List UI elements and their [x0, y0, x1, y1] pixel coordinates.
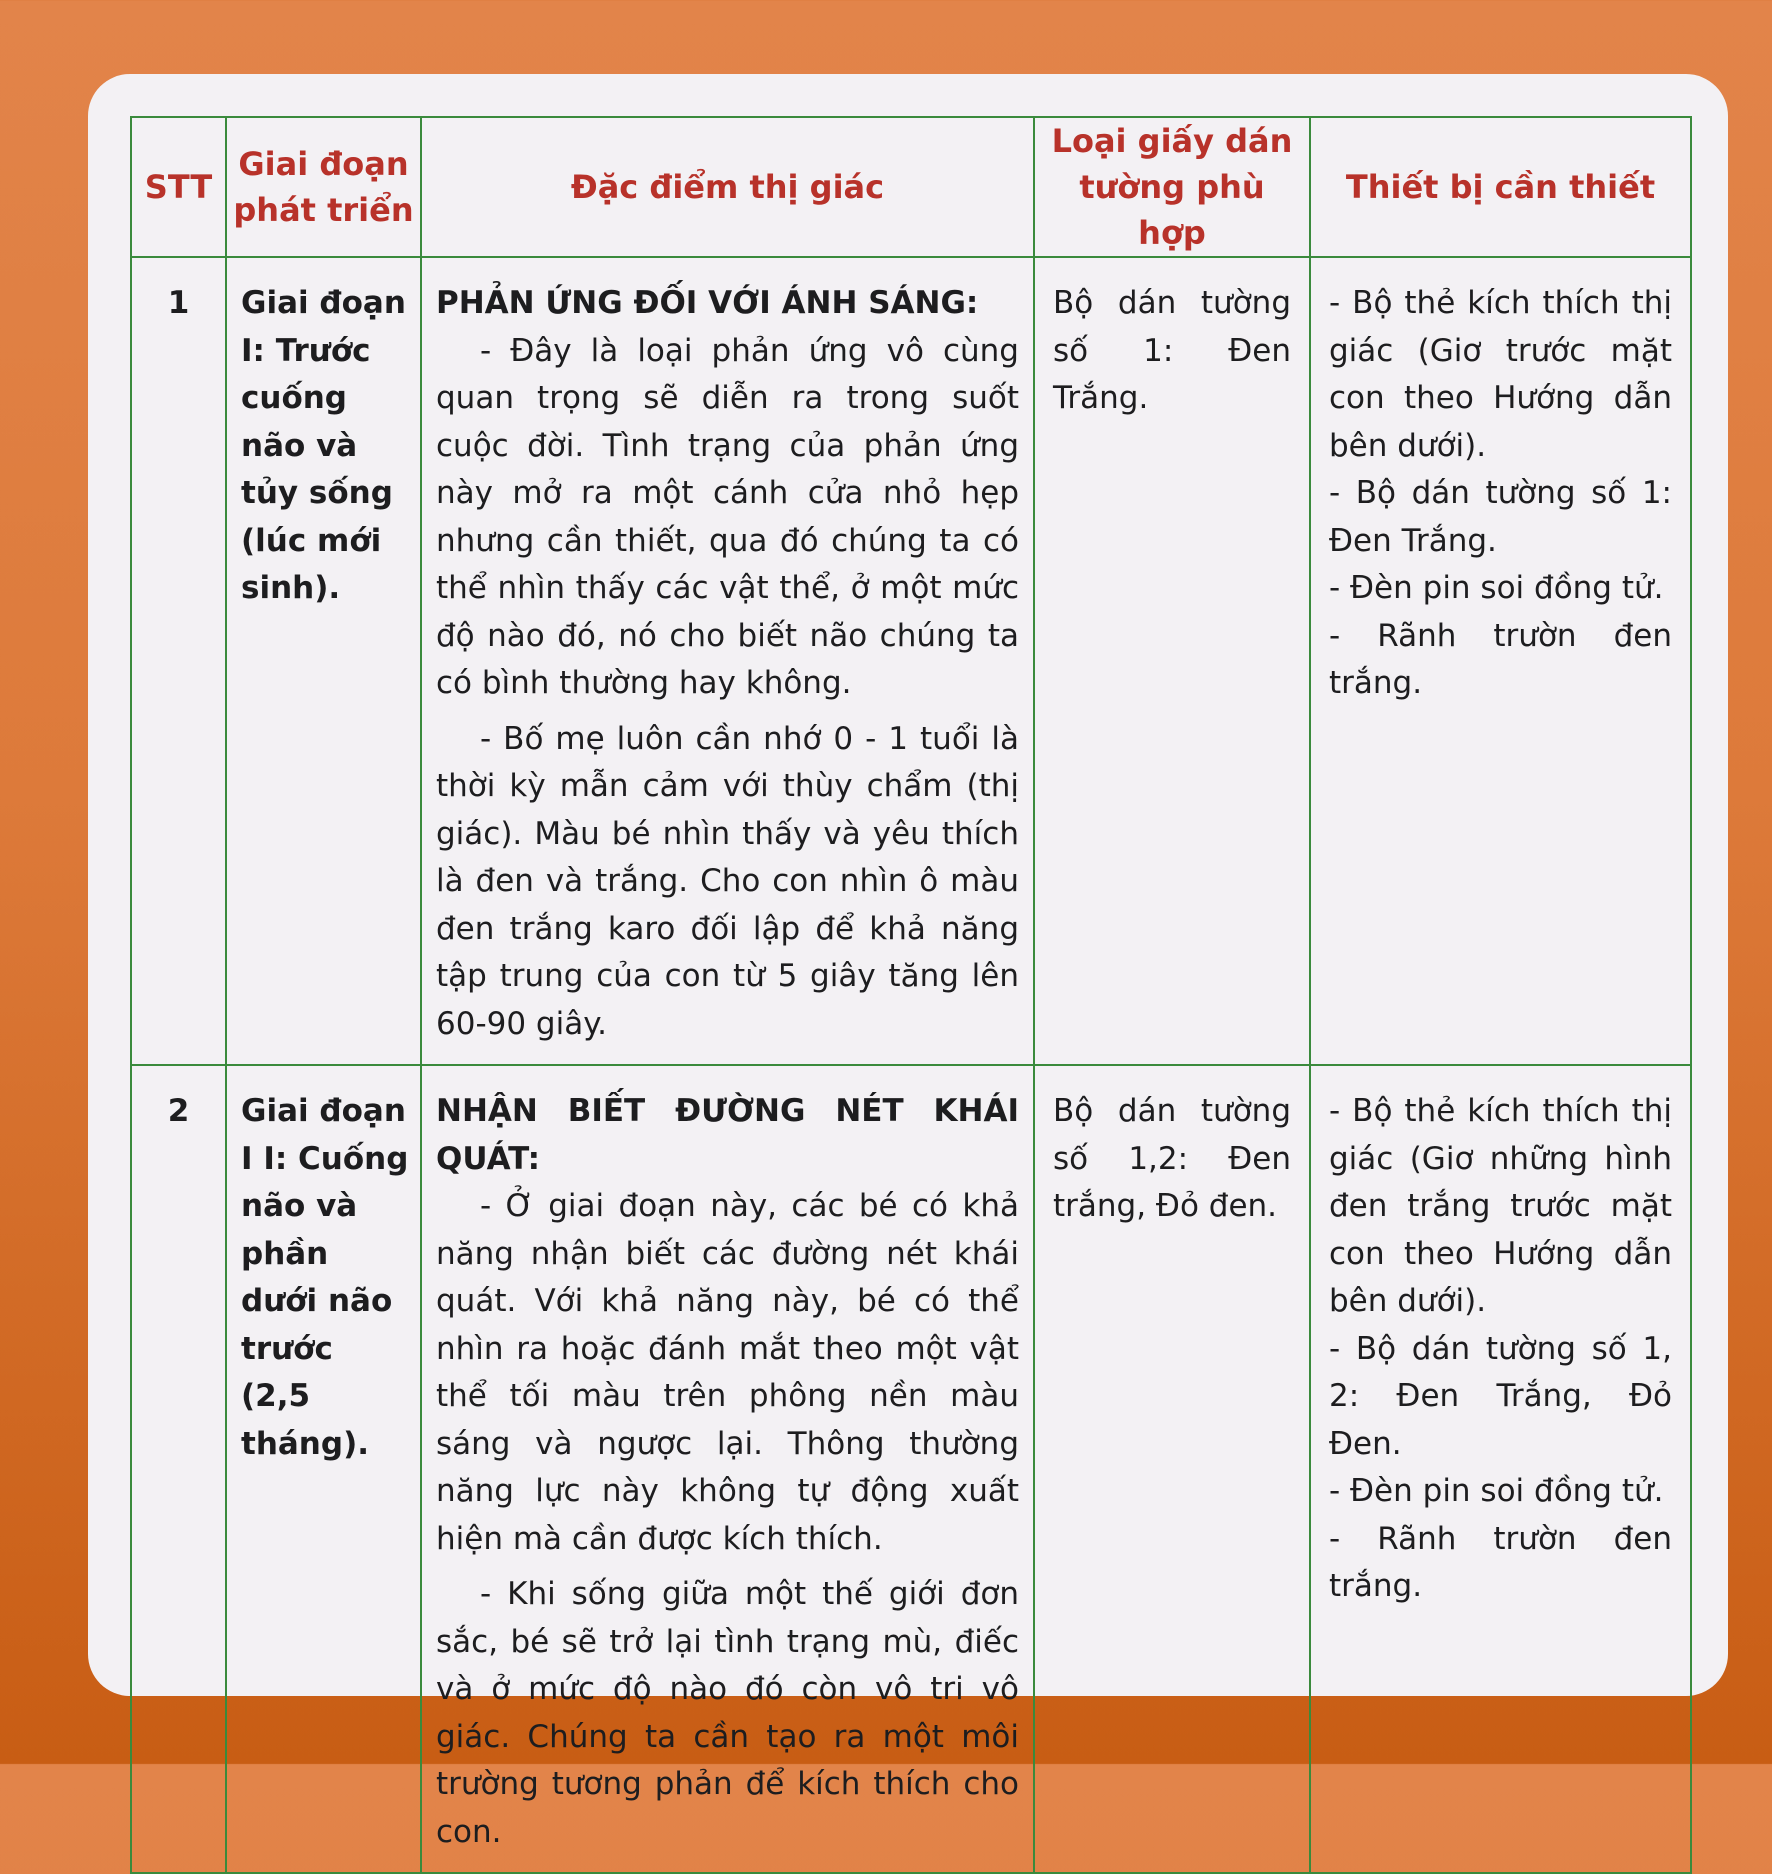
- visual-paragraph: - Đây là loại phản ứng vô cùng quan trọng sẽ diễn ra trong suốt cuộc đời. Tình trạng của phản ứng này mở ra một cánh cửa nhỏ hẹp nhưng cần thiết, qua đó chúng ta có thể nhìn thấy các vật thể, ở một mức độ nào đó, nó cho biết não chúng ta có bình thường hay không.: [436, 332, 1019, 701]
- header-stage: Giai đoạn phát triển: [226, 117, 421, 257]
- equipment-cell: [1310, 1065, 1691, 1873]
- visual-paragraph: - Bố mẹ luôn cần nhớ 0 - 1 tuổi là thời kỳ mẫn cảm với thùy chẩm (thị giác). Màu bé nhìn thấy và yêu thích là đen và trắng. Cho con nhìn ô màu đen trắng karo đối lập để khả năng tập trung của con từ 5 giây tăng lên 60-90 giây.: [436, 720, 1019, 1042]
- equipment-item: - Rãnh trườn đen trắng.: [1329, 1520, 1672, 1604]
- equipment-item: - Bộ dán tường số 1: Đen Trắng.: [1329, 475, 1672, 559]
- wallpaper-cell: Bộ dán tường số 1: Đen Trắng.: [1034, 257, 1310, 1065]
- table-header-row: [131, 117, 1691, 257]
- equipment-item: - Đèn pin soi đồng tử.: [1329, 1473, 1664, 1509]
- visual-features-cell: [421, 1065, 1034, 1873]
- header-equipment: Thiết bị cần thiết: [1310, 117, 1691, 257]
- wallpaper-cell: Bộ dán tường số 1,2: Đen trắng, Đỏ đen.: [1034, 1065, 1310, 1873]
- header-wallpaper-type: Loại giấy dán tường phù hợp: [1034, 117, 1310, 257]
- header-visual-features: Đặc điểm thị giác: [421, 117, 1034, 257]
- stage-cell: Giai đoạn I: Trước cuống não và tủy sống (lúc mới sinh).: [226, 257, 421, 1065]
- equipment-item: - Bộ dán tường số 1, 2: Đen Trắng, Đỏ Đen.: [1329, 1330, 1672, 1462]
- visual-features-cell: [421, 257, 1034, 1065]
- visual-heading: PHẢN ỨNG ĐỐI VỚI ÁNH SÁNG:: [436, 285, 979, 321]
- visual-heading: NHẬN BIẾT ĐƯỜNG NÉT KHÁI QUÁT:: [436, 1093, 1019, 1177]
- equipment-item: - Rãnh trườn đen trắng.: [1329, 617, 1672, 701]
- visual-paragraph: - Khi sống giữa một thế giới đơn sắc, bé sẽ trở lại tình trạng mù, điếc và ở mức độ nào đó còn vô tri vô giác. Chúng ta cần tạo ra một môi trường tương phản để kích thích cho con.: [436, 1576, 1019, 1850]
- header-stt: STT: [131, 117, 226, 257]
- equipment-cell: [1310, 257, 1691, 1065]
- table-row: [131, 257, 1691, 1065]
- content-card: [88, 74, 1728, 1850]
- equipment-item: - Bộ thẻ kích thích thị giác (Giơ trước mặt con theo Hướng dẫn bên dưới).: [1329, 285, 1672, 464]
- development-stage-table: [130, 116, 1692, 1874]
- stage-cell: Giai đoạn I I: Cuống não và phần dưới não trước (2,5 tháng).: [226, 1065, 421, 1873]
- row-number: 1: [131, 257, 226, 1065]
- row-number: 2: [131, 1065, 226, 1873]
- visual-paragraph: - Ở giai đoạn này, các bé có khả năng nhận biết các đường nét khái quát. Với khả năng này, bé có thể nhìn ra hoặc đánh mắt theo một vật thể tối màu trên phông nền màu sáng và ngược lại. Thông thường năng lực này không tự động xuất hiện mà cần được kích thích.: [436, 1188, 1019, 1557]
- equipment-item: - Đèn pin soi đồng tử.: [1329, 570, 1664, 606]
- equipment-item: - Bộ thẻ kích thích thị giác (Giơ những hình đen trắng trước mặt con theo Hướng dẫn bên dưới).: [1329, 1093, 1672, 1319]
- table-row: [131, 1065, 1691, 1873]
